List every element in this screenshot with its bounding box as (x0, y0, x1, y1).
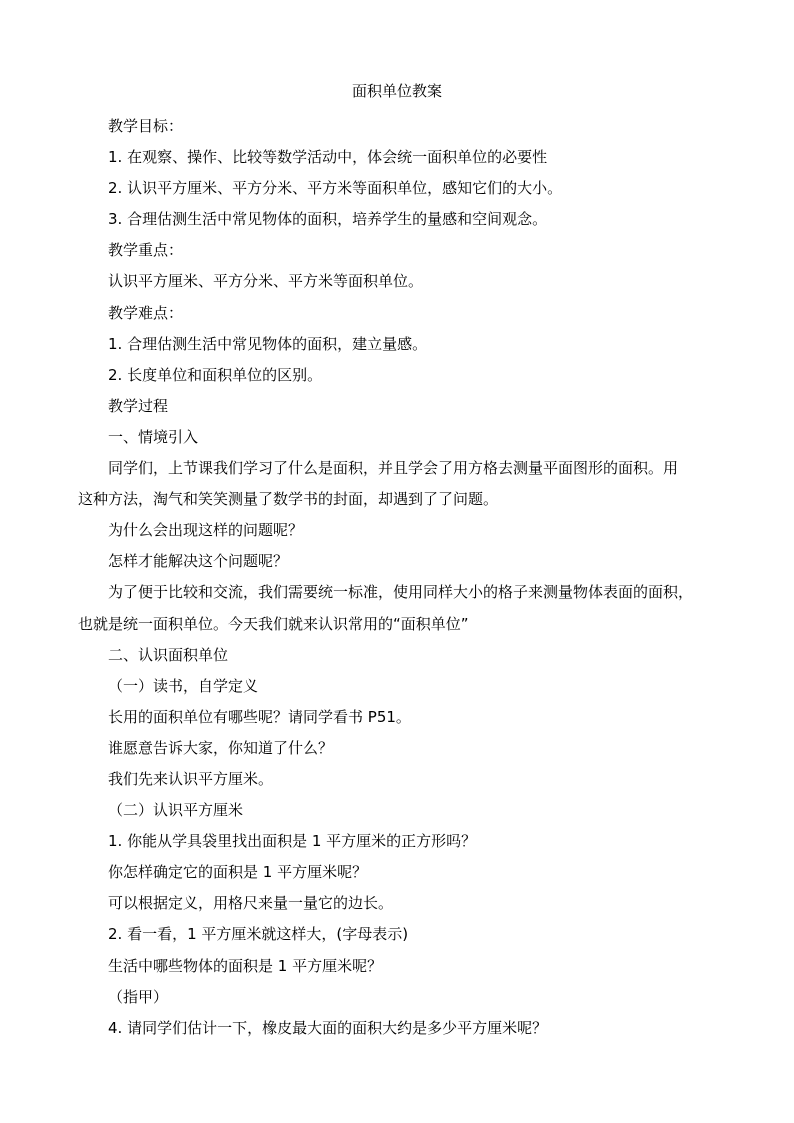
text-line: 1. 合理估测生活中常见物体的面积，建立量感。 (108, 334, 428, 353)
text-line: 3. 合理估测生活中常见物体的面积，培养学生的量感和空间观念。 (108, 210, 548, 229)
text-line: 为什么会出现这样的问题呢？ (108, 521, 304, 540)
text-line: 我们先来认识平方厘米。 (108, 769, 274, 788)
text-line: 1. 你能从学具袋里找出面积是 1 平方厘米的正方形吗？ (108, 832, 477, 851)
text-line: （指甲） (108, 987, 169, 1006)
text-line: 4. 请同学们估计一下，橡皮最大面的面积大约是多少平方厘米呢？ (108, 1018, 548, 1037)
text-line: 2. 认识平方厘米、平方分米、平方米等面积单位，感知它们的大小。 (108, 179, 563, 198)
text-line: 你怎样确定它的面积是 1 平方厘米呢？ (108, 863, 368, 882)
text-line: 1. 在观察、操作、比较等数学活动中，体会统一面积单位的必要性 (108, 148, 548, 167)
text-line: 教学重点： (108, 241, 184, 260)
paragraph-first-line: 同学们，上节课我们学习了什么是面积，并且学会了用方格去测量平面图形的面积。用 (108, 459, 679, 478)
paragraph (78, 453, 722, 515)
text-line: 认识平方厘米、平方分米、平方米等面积单位。 (108, 272, 424, 291)
paragraph-first-line: 为了便于比较和交流，我们需要统一标准，使用同样大小的格子来测量物体表面的面积， (108, 583, 694, 602)
text-line: 生活中哪些物体的面积是 1 平方厘米呢？ (108, 956, 383, 975)
paragraph-wrap-line: 这种方法，淘气和笑笑测量了数学书的封面，却遇到了了问题。 (78, 490, 499, 509)
document-body (78, 111, 722, 1044)
text-line: 教学过程 (108, 396, 169, 415)
text-line: 2. 长度单位和面积单位的区别。 (108, 365, 323, 384)
text-line: 2. 看一看，1 平方厘米就这样大，(字母表示) (108, 925, 409, 944)
paragraph (78, 577, 722, 639)
text-line: 教学目标： (108, 117, 184, 135)
text-line: 一、情境引入 (108, 427, 199, 446)
paragraph-wrap-line: 也就是统一面积单位。今天我们就来认识常用的“面积单位” (78, 614, 469, 633)
text-line: 谁愿意告诉大家，你知道了什么？ (108, 738, 334, 757)
text-line: 可以根据定义，用格尺来量一量它的边长。 (108, 894, 394, 913)
document-title: 面积单位教案 (351, 82, 442, 100)
text-line: 怎样才能解决这个问题呢？ (108, 552, 289, 571)
text-line: （一）读书，自学定义 (108, 676, 259, 695)
text-line: 长用的面积单位有哪些呢？请同学看书 P51。 (108, 707, 411, 726)
text-line: 二、认识面积单位 (108, 645, 229, 664)
text-line: （二）认识平方厘米 (108, 801, 244, 820)
text-line: 教学难点： (108, 303, 184, 322)
